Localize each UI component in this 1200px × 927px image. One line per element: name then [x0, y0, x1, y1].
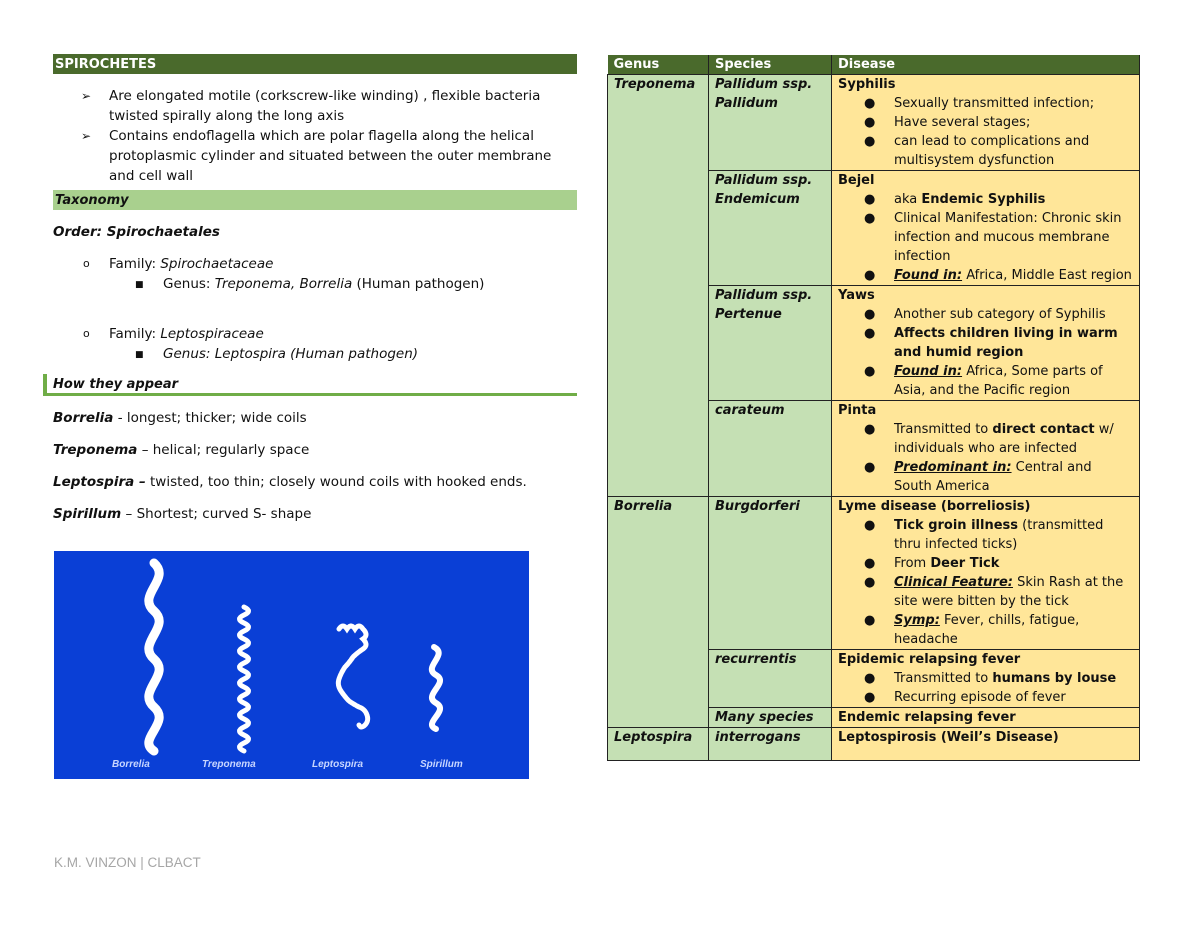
square-bullet-icon: ■	[135, 350, 144, 360]
species-cell: Many species	[709, 708, 832, 728]
genus-item: ■ Genus: Treponema, Borrelia (Human pathogen)	[135, 274, 577, 294]
list-item: Leptospira – twisted, too thin; closely wound coils with hooked ends.	[53, 474, 527, 490]
list-item: ➢ Contains endoflagella which are polar flagella along the helical protoplasmic cylinder and situated between the outer membrane and cell wall	[81, 128, 552, 184]
bullet-icon: ●	[864, 518, 876, 533]
spirillum-shape	[432, 647, 440, 729]
list-item: Borrelia - longest; thicker; wide coils	[53, 410, 307, 426]
disease-cell: Yaws ● Another sub category of Syphilis ● Affects children living in warm and humid region ● Found in: Africa, Some parts of Asia, and the Pacific region	[832, 286, 1140, 401]
circle-bullet-icon: o	[83, 327, 90, 340]
bullet-icon: ●	[864, 326, 876, 341]
bullet-icon: ●	[864, 690, 876, 705]
bullet-icon: ●	[864, 96, 876, 111]
footer-author: K.M. VINZON | CLBACT	[54, 855, 201, 870]
bullet-icon: ●	[864, 211, 876, 226]
disease-cell: Bejel ● aka Endemic Syphilis ● Clinical Manifestation: Chronic skin infection and mucous membrane infection ● Found in: Africa, Middle East region	[832, 171, 1140, 286]
circle-bullet-icon: o	[83, 257, 90, 270]
table-header-row	[608, 55, 1140, 75]
bullet-icon: ●	[864, 364, 876, 379]
genus-item: ■ Genus: Leptospira (Human pathogen)	[135, 344, 577, 364]
table-row	[608, 497, 1140, 650]
disease-cell: Endemic relapsing fever	[832, 708, 1140, 728]
species-cell: Pallidum ssp. Endemicum	[709, 171, 832, 286]
family-item: o Family: Spirochaetaceae	[83, 256, 274, 272]
section-title: SPIROCHETES	[53, 54, 577, 74]
genus-cell: Leptospira	[608, 728, 709, 761]
caption-borrelia: Borrelia	[112, 759, 150, 770]
bullet-icon: ●	[864, 307, 876, 322]
column-header: Disease	[832, 55, 1140, 75]
species-cell: interrogans	[709, 728, 832, 761]
bullet-icon: ●	[864, 556, 876, 571]
bullet-icon: ●	[864, 134, 876, 149]
bullet-icon: ●	[864, 115, 876, 130]
list-item: Spirillum – Shortest; curved S- shape	[53, 506, 312, 522]
caption-spirillum: Spirillum	[420, 759, 463, 770]
disease-cell: Epidemic relapsing fever ● Transmitted to humans by louse ● Recurring episode of fever	[832, 650, 1140, 708]
intro-list	[81, 86, 577, 186]
bullet-icon: ●	[864, 575, 876, 590]
genus-cell: Treponema	[608, 75, 709, 497]
genus-cell: Borrelia	[608, 497, 709, 728]
species-cell: Burgdorferi	[709, 497, 832, 650]
spirochete-illustration	[54, 551, 529, 779]
appear-heading: How they appear	[43, 374, 577, 396]
treponema-shape	[240, 607, 249, 751]
table-row	[608, 75, 1140, 171]
borrelia-shape	[149, 563, 159, 751]
arrow-bullet-icon: ➢	[81, 129, 92, 143]
disease-cell: Pinta ● Transmitted to direct contact w/ individuals who are infected ● Predominant in: Central and South America	[832, 401, 1140, 497]
caption-leptospira: Leptospira	[312, 759, 364, 770]
spirochete-shapes	[54, 551, 529, 779]
disease-cell: Syphilis ● Sexually transmitted infection; ● Have several stages; ● can lead to complications and multisystem dysfunction	[832, 75, 1140, 171]
column-header: Species	[709, 55, 832, 75]
disease-cell: Leptospirosis (Weil’s Disease)	[832, 728, 1140, 761]
spirochete-table	[607, 55, 1140, 761]
bullet-icon: ●	[864, 192, 876, 207]
arrow-bullet-icon: ➢	[81, 89, 92, 103]
bullet-icon: ●	[864, 613, 876, 628]
bullet-icon: ●	[864, 422, 876, 437]
list-item: Treponema – helical; regularly space	[53, 442, 310, 458]
left-column	[53, 54, 577, 524]
disease-cell: Lyme disease (borreliosis) ● Tick groin illness (transmitted thru infected ticks) ● From Deer Tick ● Clinical Feature: Skin Rash at the site were bitten by the tick ● Symp: Fever, chills, fatigue, headache	[832, 497, 1140, 650]
species-cell: recurrentis	[709, 650, 832, 708]
leptospira-shape	[338, 626, 367, 727]
caption-treponema: Treponema	[202, 759, 256, 770]
taxonomy-heading: Taxonomy	[53, 190, 577, 210]
order-label: Order: Spirochaetales	[53, 224, 220, 240]
family-item: o Family: Leptospiraceae	[83, 326, 264, 342]
species-cell: Pallidum ssp. Pallidum	[709, 75, 832, 171]
appearance-list	[53, 408, 577, 524]
species-cell: carateum	[709, 401, 832, 497]
species-cell: Pallidum ssp. Pertenue	[709, 286, 832, 401]
table-row	[608, 728, 1140, 761]
bullet-icon: ●	[864, 268, 876, 283]
list-item: ➢ Are elongated motile (corkscrew-like winding) , flexible bacteria twisted spirally along the long axis	[81, 88, 541, 124]
bullet-icon: ●	[864, 460, 876, 475]
square-bullet-icon: ■	[135, 280, 144, 290]
column-header: Genus	[608, 55, 709, 75]
bullet-icon: ●	[864, 671, 876, 686]
